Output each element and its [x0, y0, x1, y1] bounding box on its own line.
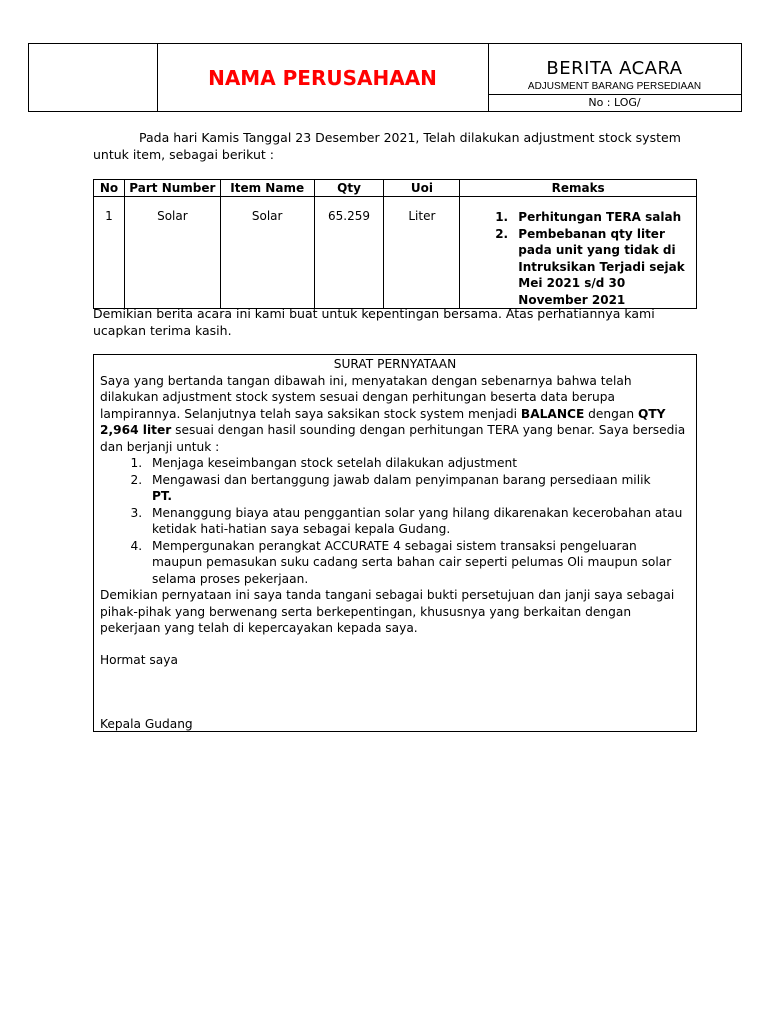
statement-closing: Demikian pernyataan ini saya tanda tangani sebagai bukti persetujuan dan janji saya sebagai pihak-pihak yang berwenang serta berkepentingan, khususnya yang berkaitan dengan pekerjaan yang telah di kepercayakan kepada saya.: [100, 588, 675, 635]
cell-uoi: Liter: [384, 197, 460, 309]
cell-item-name: Solar: [220, 197, 314, 309]
doc-subtitle: ADJUSMENT BARANG PERSEDIAAN: [527, 81, 702, 92]
divider: [488, 94, 741, 95]
text: Saya yang bertanda tangan dibawah ini, menyatakan dengan sebenarnya bahwa telah dilakukan adjustment stock system sesuai dengan perhitungan beserta data berupa lampirannya. Selanjutnya telah saya saksikan stock system menjadi: [100, 373, 632, 421]
statement-paragraph: [100, 373, 690, 456]
commitment-list: [100, 455, 690, 587]
col-header: Remaks: [460, 180, 697, 197]
balance-text: BALANCE: [520, 406, 585, 421]
company-placeholder: PT.: [152, 489, 173, 503]
logo-cell: [29, 44, 158, 111]
doc-title: BERITA ACARA: [546, 58, 683, 79]
title-cell: [488, 44, 741, 111]
col-header: Uoi: [384, 180, 460, 197]
company-cell: [157, 44, 489, 111]
statement-box: [93, 354, 697, 732]
remark-item: 2. Pembebanan qty liter pada unit yang tidak di Intruksikan Terjadi sejak Mei 2021 s/d 30 November 2021: [512, 226, 696, 309]
closing-paragraph: Demikian berita acara ini kami buat untuk kepentingan bersama. Atas perhatiannya kami ucapkan terima kasih.: [93, 306, 655, 338]
remark-item: 1. Perhitungan TERA salah: [512, 209, 696, 226]
text: dengan: [584, 406, 638, 421]
col-header: No: [94, 180, 125, 197]
text: sesuai dengan hasil sounding dengan perhitungan TERA yang benar. Saya bersedia dan berjanji untuk :: [100, 423, 686, 454]
remarks-list: [460, 209, 696, 308]
commitment-item: 3. Menanggung biaya atau penggantian solar yang hilang dikarenakan kecerobahan atau ketidak hati-hatian saya sebagai kepala Gudang.: [146, 505, 690, 538]
regards-text: Hormat saya: [100, 653, 178, 667]
commitment-item: 4. Mempergunakan perangkat ACCURATE 4 sebagai sistem transaksi pengeluaran maupun pemasukan suku cadang serta bahan cair seperti pelumas Oli maupun solar selama proses pekerjaan.: [146, 538, 690, 588]
cell-qty: 65.259: [314, 197, 384, 309]
commitment-item: [146, 472, 690, 505]
cell-remarks: [460, 197, 697, 309]
items-table: [93, 179, 697, 309]
table-header-row: [94, 180, 697, 197]
cell-no: 1: [94, 197, 125, 309]
intro-paragraph: Pada hari Kamis Tanggal 23 Desember 2021, Telah dilakukan adjustment stock system untuk item, sebagai berikut :: [93, 130, 681, 162]
doc-number: No : LOG/: [588, 96, 641, 109]
commitment-item: 1. Menjaga keseimbangan stock setelah dilakukan adjustment: [146, 455, 690, 472]
col-header: Part Number: [124, 180, 220, 197]
col-header: Qty: [314, 180, 384, 197]
text: Mengawasi dan bertanggung jawab dalam penyimpanan barang persediaan milik: [152, 472, 651, 487]
cell-part-number: Solar: [124, 197, 220, 309]
signer-title: Kepala Gudang: [100, 717, 193, 731]
qty-text: QTY 2,964 liter: [100, 406, 666, 437]
table-row: [94, 197, 697, 309]
document-header: [28, 43, 742, 112]
company-name: NAMA PERUSAHAAN: [208, 65, 437, 90]
statement-title: SURAT PERNYATAAN: [333, 357, 457, 371]
col-header: Item Name: [220, 180, 314, 197]
